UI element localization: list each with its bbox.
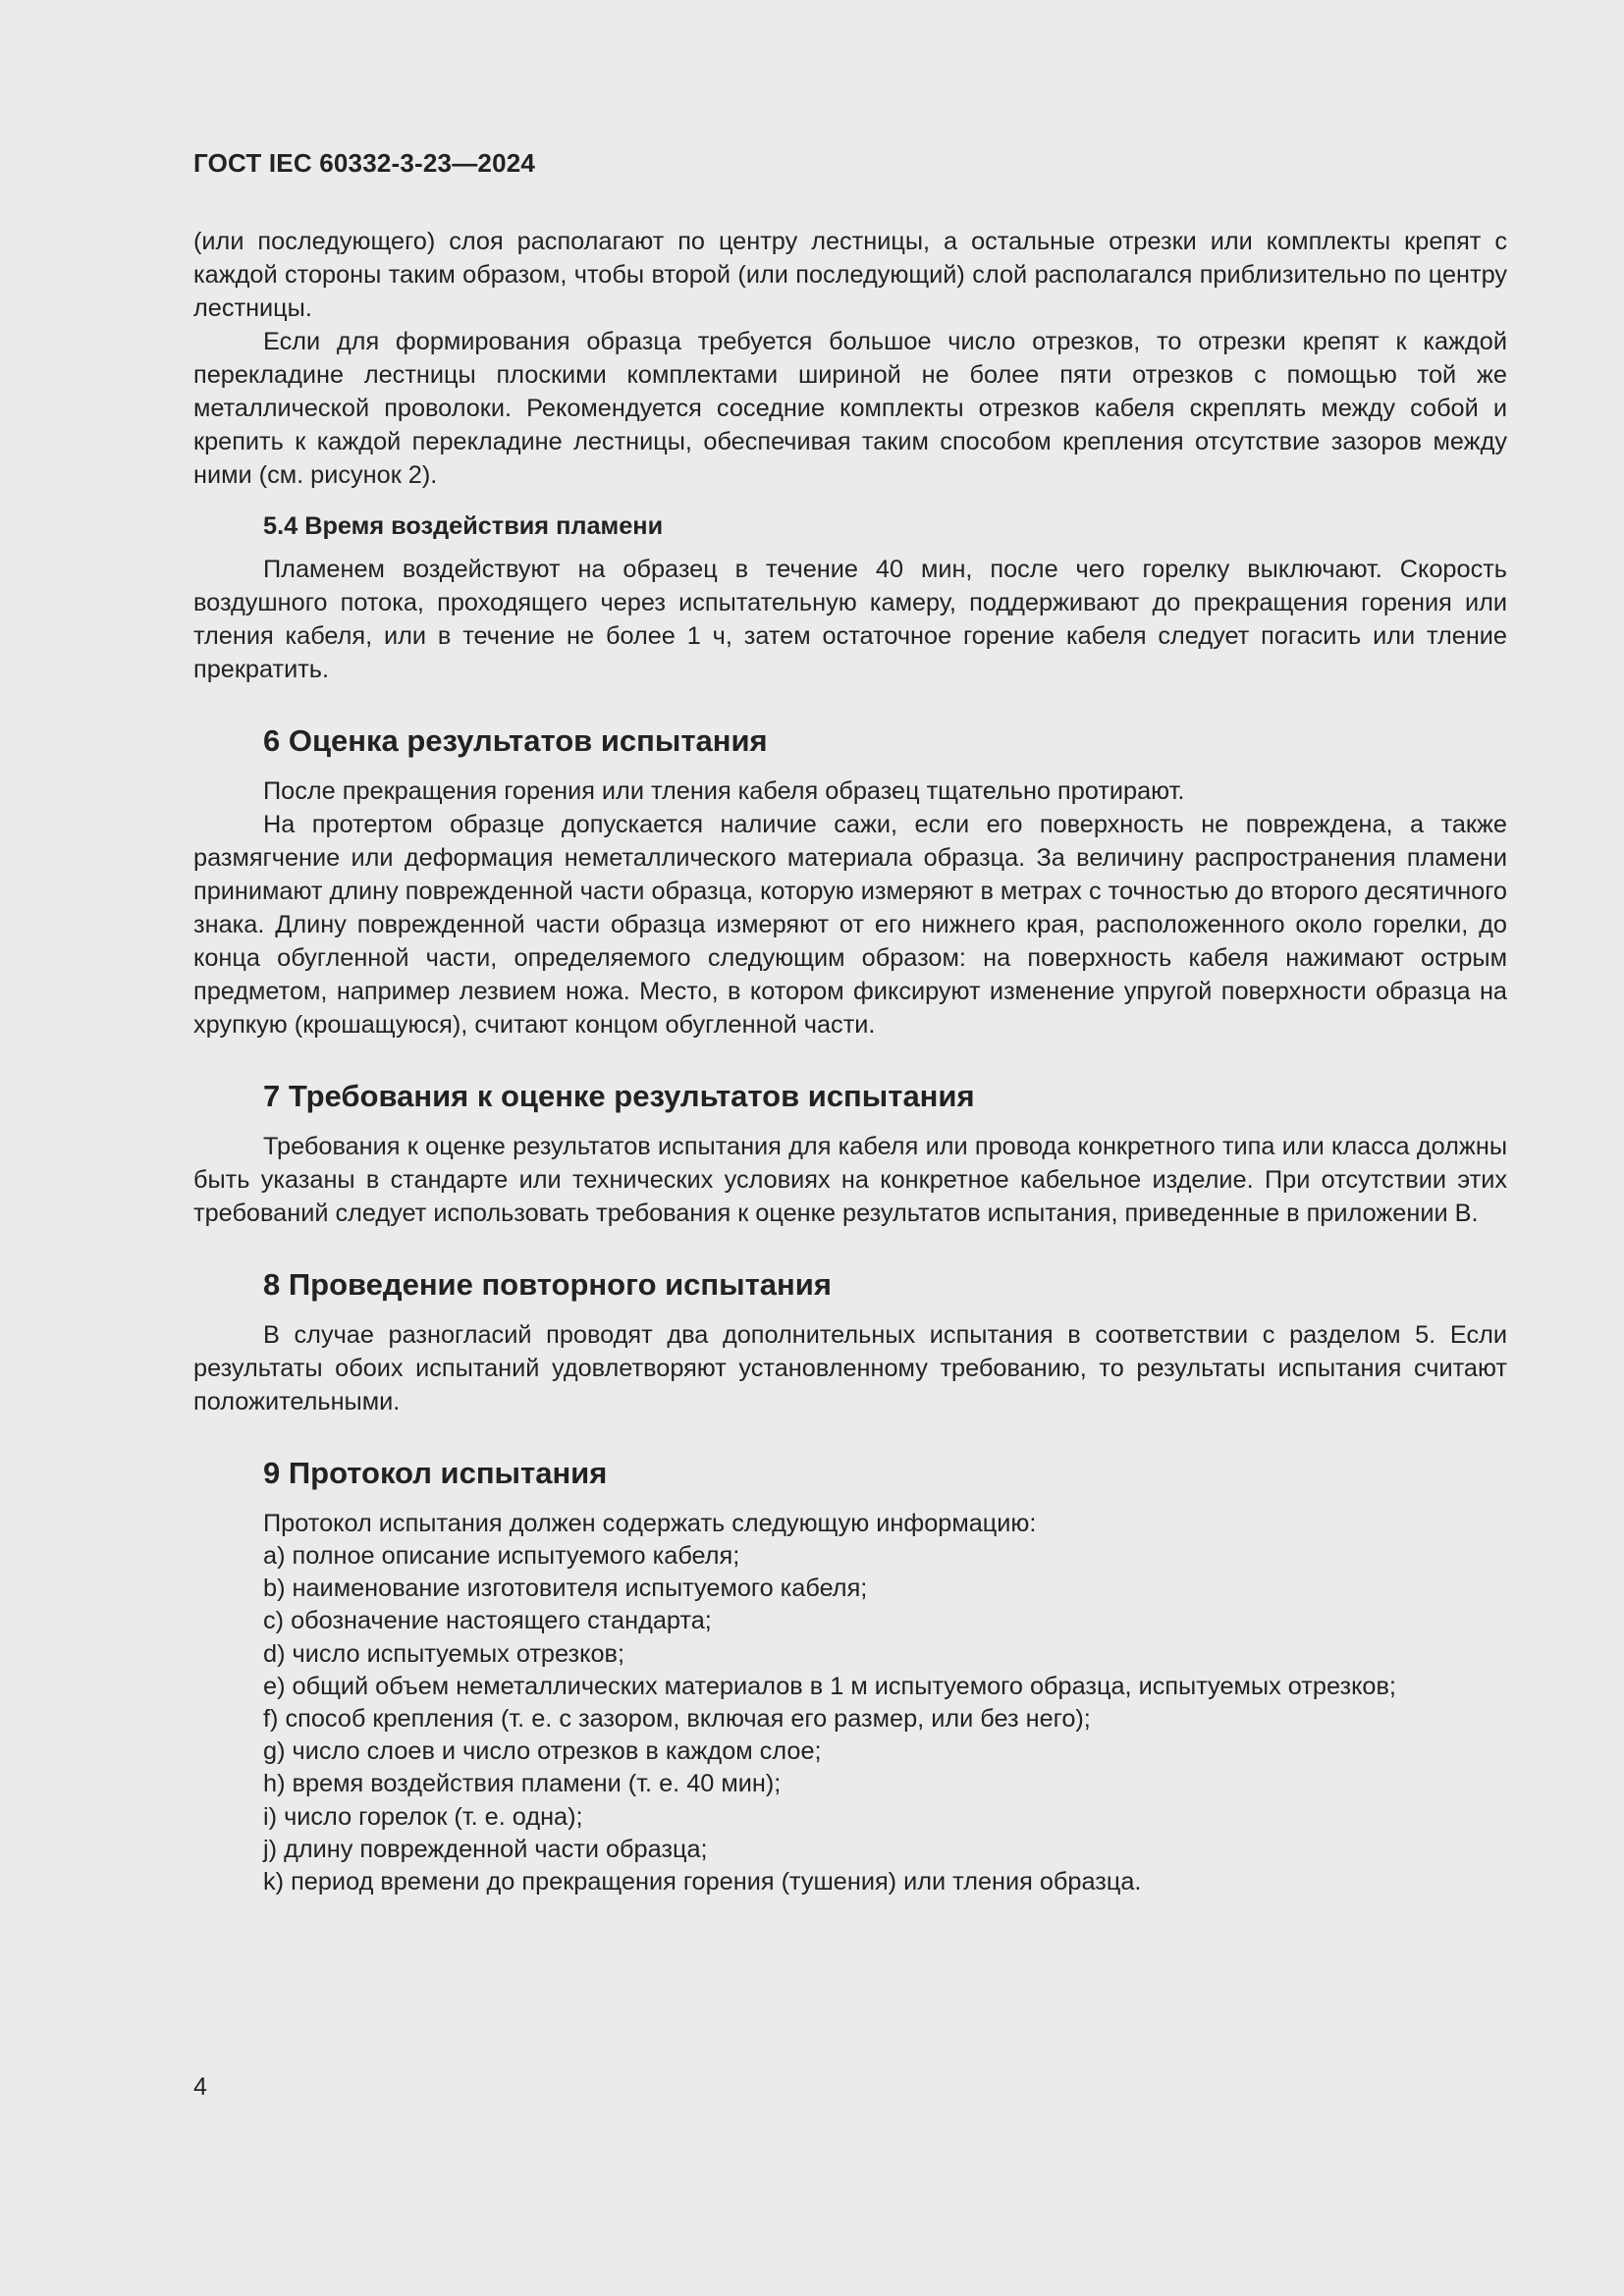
list-item: f) способ крепления (т. е. с зазором, включая его размер, или без него);: [263, 1705, 1091, 1734]
list-item: h) время воздействия пламени (т. е. 40 мин);: [263, 1770, 782, 1798]
paragraph: В случае разногласий проводят два дополнительных испытания в соответствии с разделом 5. Если результаты обоих испытаний удовлетворяют установленному требованию, то результаты испытания считают положительными.: [193, 1321, 1507, 1415]
paragraph: После прекращения горения или тления кабеля образец тщательно протирают.: [263, 777, 1185, 805]
section-heading-8: 8 Проведение повторного испытания: [263, 1267, 832, 1302]
section-heading-6: 6 Оценка результатов испытания: [263, 723, 768, 758]
list-item: d) число испытуемых отрезков;: [263, 1639, 625, 1668]
list-item: e) общий объем неметаллических материалов в 1 м испытуемого образца, испытуемых отрезков;: [263, 1672, 1396, 1700]
report-items-list: [193, 1540, 1507, 1898]
list-item: i) число горелок (т. е. одна);: [263, 1802, 583, 1831]
paragraph: (или последующего) слоя располагают по центру лестницы, а остальные отрезки или комплекты крепят с каждой стороны таким образом, чтобы второй (или последующий) слой располагался приблизительно по центру лестницы.: [193, 228, 1507, 322]
list-item: c) обозначение настоящего стандарта;: [263, 1607, 712, 1635]
list-intro: Протокол испытания должен содержать следующую информацию:: [263, 1510, 1037, 1537]
list-item: b) наименование изготовителя испытуемого кабеля;: [263, 1575, 868, 1603]
paragraph: Пламенем воздействуют на образец в течение 40 мин, после чего горелку выключают. Скорость воздушного потока, проходящего через испытательную камеру, поддерживают до прекращения горения или тления кабеля, или в течение не более 1 ч, затем остаточное горение кабеля следует погасить или тление прекратить.: [193, 556, 1507, 683]
list-item: j) длину поврежденной части образца;: [263, 1835, 708, 1863]
paragraph: Требования к оценке результатов испытания для кабеля или провода конкретного типа или класса должны быть указаны в стандарте или технических условиях на конкретное кабельное изделие. При отсутствии этих требований следует использовать требования к оценке результатов испытания, приведенные в приложении В.: [193, 1133, 1507, 1227]
list-item: a) полное описание испытуемого кабеля;: [263, 1542, 740, 1570]
subsection-heading-5-4: 5.4 Время воздействия пламени: [263, 512, 664, 540]
document-body: [193, 225, 1507, 1898]
page-number: 4: [193, 2073, 207, 2101]
list-item: g) число слоев и число отрезков в каждом слое;: [263, 1737, 822, 1766]
document-code-header: ГОСТ IEC 60332-3-23—2024: [193, 148, 536, 178]
paragraph: Если для формирования образца требуется большое число отрезков, то отрезки крепят к каждой перекладине лестницы плоскими комплектами шириной не более пяти отрезков с помощью той же металлической проволоки. Рекомендуется соседние комплекты отрезков кабеля скреплять между собой и крепить к каждой перекладине лестницы, обеспечивая таким способом крепления отсутствие зазоров между ними (см. рисунок 2).: [193, 328, 1507, 489]
list-item: k) период времени до прекращения горения (тушения) или тления образца.: [263, 1868, 1142, 1896]
section-heading-9: 9 Протокол испытания: [263, 1456, 608, 1490]
section-heading-7: 7 Требования к оценке результатов испытания: [263, 1079, 975, 1113]
paragraph: На протертом образце допускается наличие сажи, если его поверхность не повреждена, а также размягчение или деформация неметаллического материала образца. За величину распространения пламени принимают длину поврежденной части образца, которую измеряют в метрах с точностью до второго десятичного знака. Длину поврежденной части образца измеряют от его нижнего края, расположенного около горелки, до конца обугленной части, определяемого следующим образом: на поверхность кабеля нажимают острым предметом, например лезвием ножа. Место, в котором фиксируют изменение упругой поверхности образца на хрупкую (крошащуюся), считают концом обугленной части.: [193, 811, 1507, 1039]
